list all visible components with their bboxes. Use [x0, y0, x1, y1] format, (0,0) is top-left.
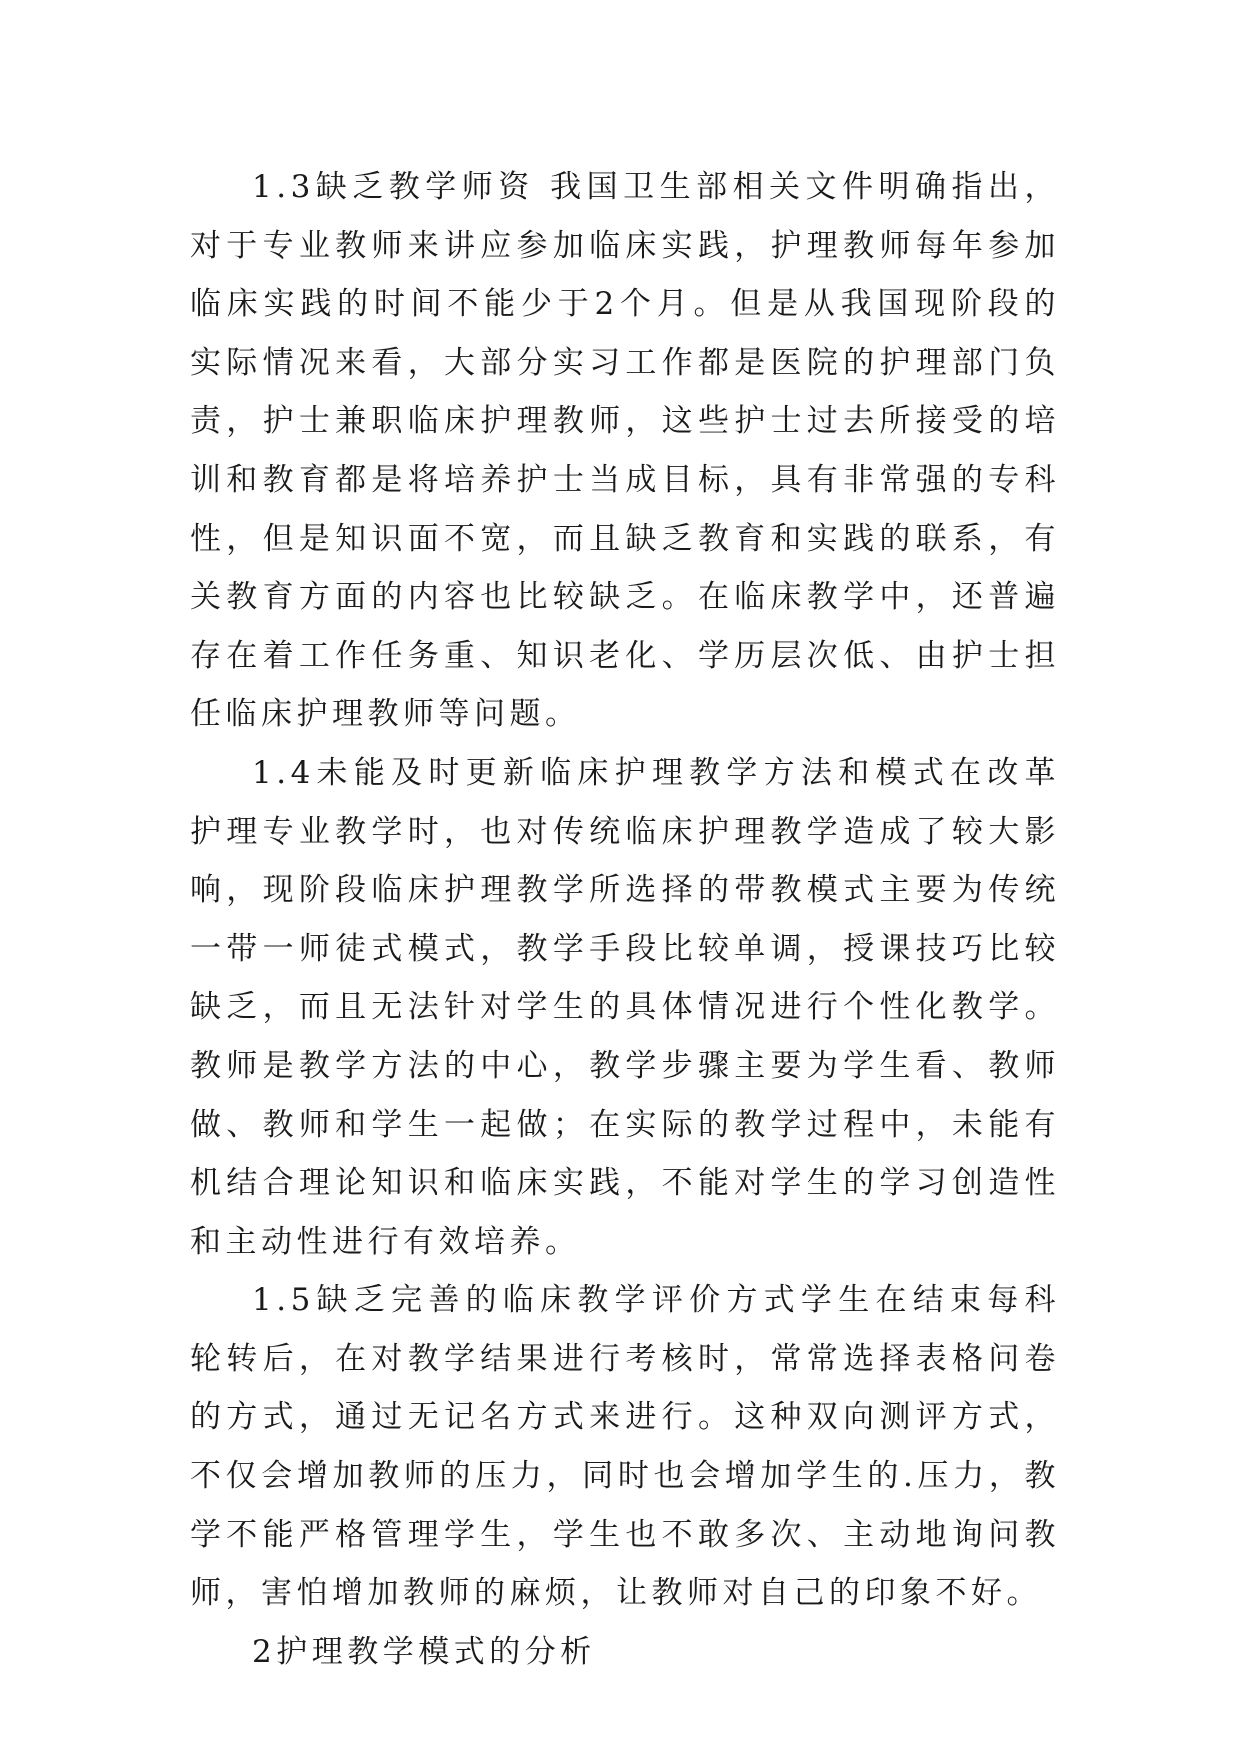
paragraph-1-4-teaching-methods: 1.4未能及时更新临床护理教学方法和模式在改革护理专业教学时，也对传统临床护理教学造成了较大影响，现阶段临床护理教学所选择的带教模式主要为传统一带一师徒式模式，教学手段比较单调，授课技巧比较缺乏，而且无法针对学生的具体情况进行个性化教学。教师是教学方法的中心，教学步骤主要为学生看、教师做、教师和学生一起做；在实际的教学过程中，未能有机结合理论知识和临床实践，不能对学生的学习创造性和主动性进行有效培养。 [190, 754, 1060, 1260]
section-heading: 2护理教学模式的分析 [252, 1633, 596, 1670]
paragraph-1-5-evaluation: 1.5缺乏完善的临床教学评价方式学生在结束每科轮转后，在对教学结果进行考核时，常常选择表格问卷的方式，通过无记名方式来进行。这种双向测评方式，不仅会增加教师的压力，同时也会增加学生的.压力，教学不能严格管理学生，学生也不敢多次、主动地询问教师，害怕增加教师的麻烦，让教师对自己的印象不好。 [190, 1282, 1060, 1612]
paragraph-1-3-teaching-staff: 1.3缺乏教学师资 我国卫生部相关文件明确指出，对于专业教师来讲应参加临床实践，护理教师每年参加临床实践的时间不能少于2个月。但是从我国现阶段的实际情况来看，大部分实习工作都是医院的护理部门负责，护士兼职临床护理教师，这些护士过去所接受的培训和教育都是将培养护士当成目标，具有非常强的专科性，但是知识面不宽，而且缺乏教育和实践的联系，有关教育方面的内容也比较缺乏。在临床教学中，还普遍存在着工作任务重、知识老化、学历层次低、由护士担任临床护理教师等问题。 [190, 169, 1060, 733]
document-body [190, 158, 1060, 1681]
